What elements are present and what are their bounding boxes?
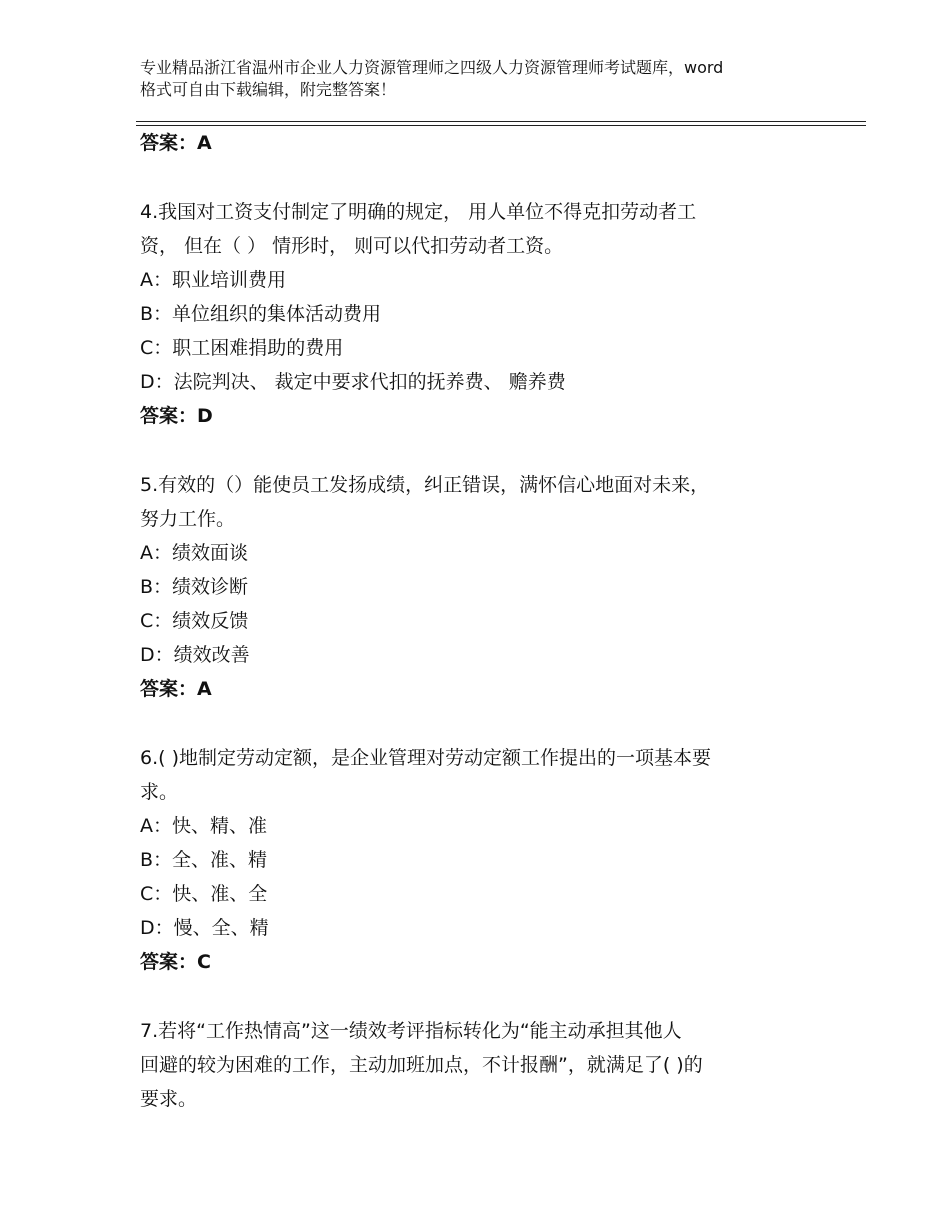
question-5-answer: 答案：A — [140, 678, 212, 700]
header-line-2: 格式可自由下载编辑，附完整答案！ — [140, 80, 397, 99]
question-6-option-a: A：快、精、准 — [140, 815, 267, 837]
question-5-option-a: A：绩效面谈 — [140, 542, 248, 564]
answer-label: 答案：A — [140, 132, 212, 154]
question-7-text-line-1: 7.若将“工作热情高”这一绩效考评指标转化为“能主动承担其他人 — [140, 1020, 682, 1042]
document-header — [140, 57, 840, 101]
question-5-text-line-2: 努力工作。 — [140, 508, 236, 530]
question-7-text-line-3: 要求。 — [140, 1088, 198, 1110]
question-5-option-c: C：绩效反馈 — [140, 610, 249, 632]
question-6-answer: 答案：C — [140, 951, 211, 973]
question-4-option-a: A：职业培训费用 — [140, 269, 286, 291]
question-6-text-line-2: 求。 — [140, 781, 179, 803]
question-4-option-b: B：单位组织的集体活动费用 — [140, 303, 382, 325]
question-5-option-d: D：绩效改善 — [140, 644, 250, 666]
question-5-text-line-1: 5.有效的（）能使员工发扬成绩，纠正错误，满怀信心地面对未来， — [140, 474, 710, 496]
question-6-option-c: C：快、准、全 — [140, 883, 268, 905]
question-4-option-c: C：职工困难捐助的费用 — [140, 337, 344, 359]
question-6-text-line-1: 6.( )地制定劳动定额，是企业管理对劳动定额工作提出的一项基本要 — [140, 747, 711, 769]
question-7-text-line-2: 回避的较为困难的工作，主动加班加点，不计报酬”，就满足了( )的 — [140, 1054, 703, 1076]
question-4-text-line-1: 4.我国对工资支付制定了明确的规定， 用人单位不得克扣劳动者工 — [140, 201, 697, 223]
header-divider — [136, 121, 866, 122]
question-4-answer: 答案：D — [140, 405, 213, 427]
question-4-option-d: D：法院判决、 裁定中要求代扣的抚养费、 赡养费 — [140, 371, 566, 393]
question-6-option-b: B：全、准、精 — [140, 849, 268, 871]
question-5-option-b: B：绩效诊断 — [140, 576, 249, 598]
header-divider-thin — [136, 125, 866, 126]
question-4-text-line-2: 资， 但在（ ） 情形时， 则可以代扣劳动者工资。 — [140, 235, 564, 257]
question-6-option-d: D：慢、全、精 — [140, 917, 269, 939]
header-line-1: 专业精品浙江省温州市企业人力资源管理师之四级人力资源管理师考试题库，word — [140, 58, 724, 77]
